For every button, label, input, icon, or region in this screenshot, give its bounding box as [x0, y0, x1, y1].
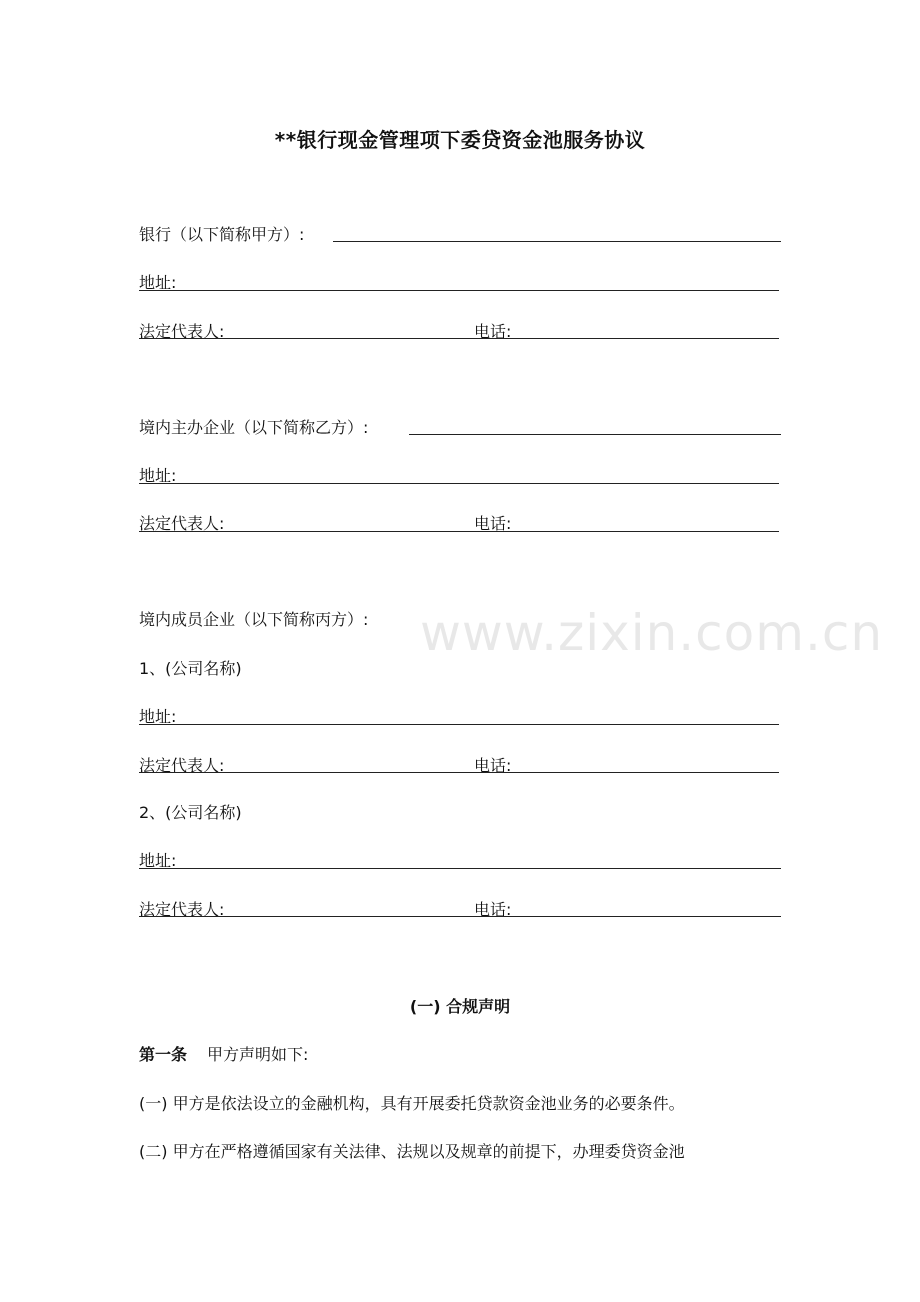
member-1-address-label: 地址:	[139, 707, 177, 726]
member-2-phone-label: 电话:	[474, 900, 512, 919]
member-2-name: 2、(公司名称)	[139, 803, 242, 822]
party-b-rep-label: 法定代表人:	[139, 514, 225, 533]
party-a-address-line[interactable]	[139, 290, 779, 291]
document-title: **银行现金管理项下委贷资金池服务协议	[274, 128, 646, 152]
member-2-rep-phone-line[interactable]	[139, 916, 781, 917]
member-2-address-label: 地址:	[139, 851, 177, 870]
member-1-name: 1、(公司名称)	[139, 659, 242, 678]
party-b-name-line[interactable]	[409, 434, 781, 435]
party-a-phone-label: 电话:	[474, 322, 512, 341]
party-a-rep-label: 法定代表人:	[139, 322, 225, 341]
member-1-rep-phone-line[interactable]	[139, 772, 779, 773]
article-1-text: 甲方声明如下:	[207, 1045, 309, 1064]
member-2-address-line[interactable]	[139, 868, 781, 869]
party-b-address-line[interactable]	[139, 483, 779, 484]
party-b-phone-label: 电话:	[474, 514, 512, 533]
watermark: www.zixin.com.cn	[420, 604, 884, 662]
party-a-address-label: 地址:	[139, 273, 177, 292]
party-a-rep-phone-line[interactable]	[139, 338, 779, 339]
member-1-rep-label: 法定代表人:	[139, 756, 225, 775]
member-1-phone-label: 电话:	[474, 756, 512, 775]
party-b-rep-phone-line[interactable]	[139, 531, 779, 532]
clause-2: (二) 甲方在严格遵循国家有关法律、法规以及规章的前提下，办理委贷资金池	[139, 1142, 685, 1161]
clause-1: (一) 甲方是依法设立的金融机构，具有开展委托贷款资金池业务的必要条件。	[139, 1094, 685, 1113]
party-a-heading: 银行（以下简称甲方）:	[139, 225, 305, 244]
party-c-heading: 境内成员企业（以下简称丙方）:	[139, 610, 369, 629]
member-2-rep-label: 法定代表人:	[139, 900, 225, 919]
article-1	[139, 1045, 308, 1065]
article-1-number: 第一条	[139, 1045, 188, 1064]
party-b-heading: 境内主办企业（以下简称乙方）:	[139, 418, 369, 437]
party-a-name-line[interactable]	[333, 241, 781, 242]
member-1-address-line[interactable]	[139, 724, 779, 725]
party-b-address-label: 地址:	[139, 466, 177, 485]
section-heading: (一) 合规声明	[409, 997, 511, 1016]
